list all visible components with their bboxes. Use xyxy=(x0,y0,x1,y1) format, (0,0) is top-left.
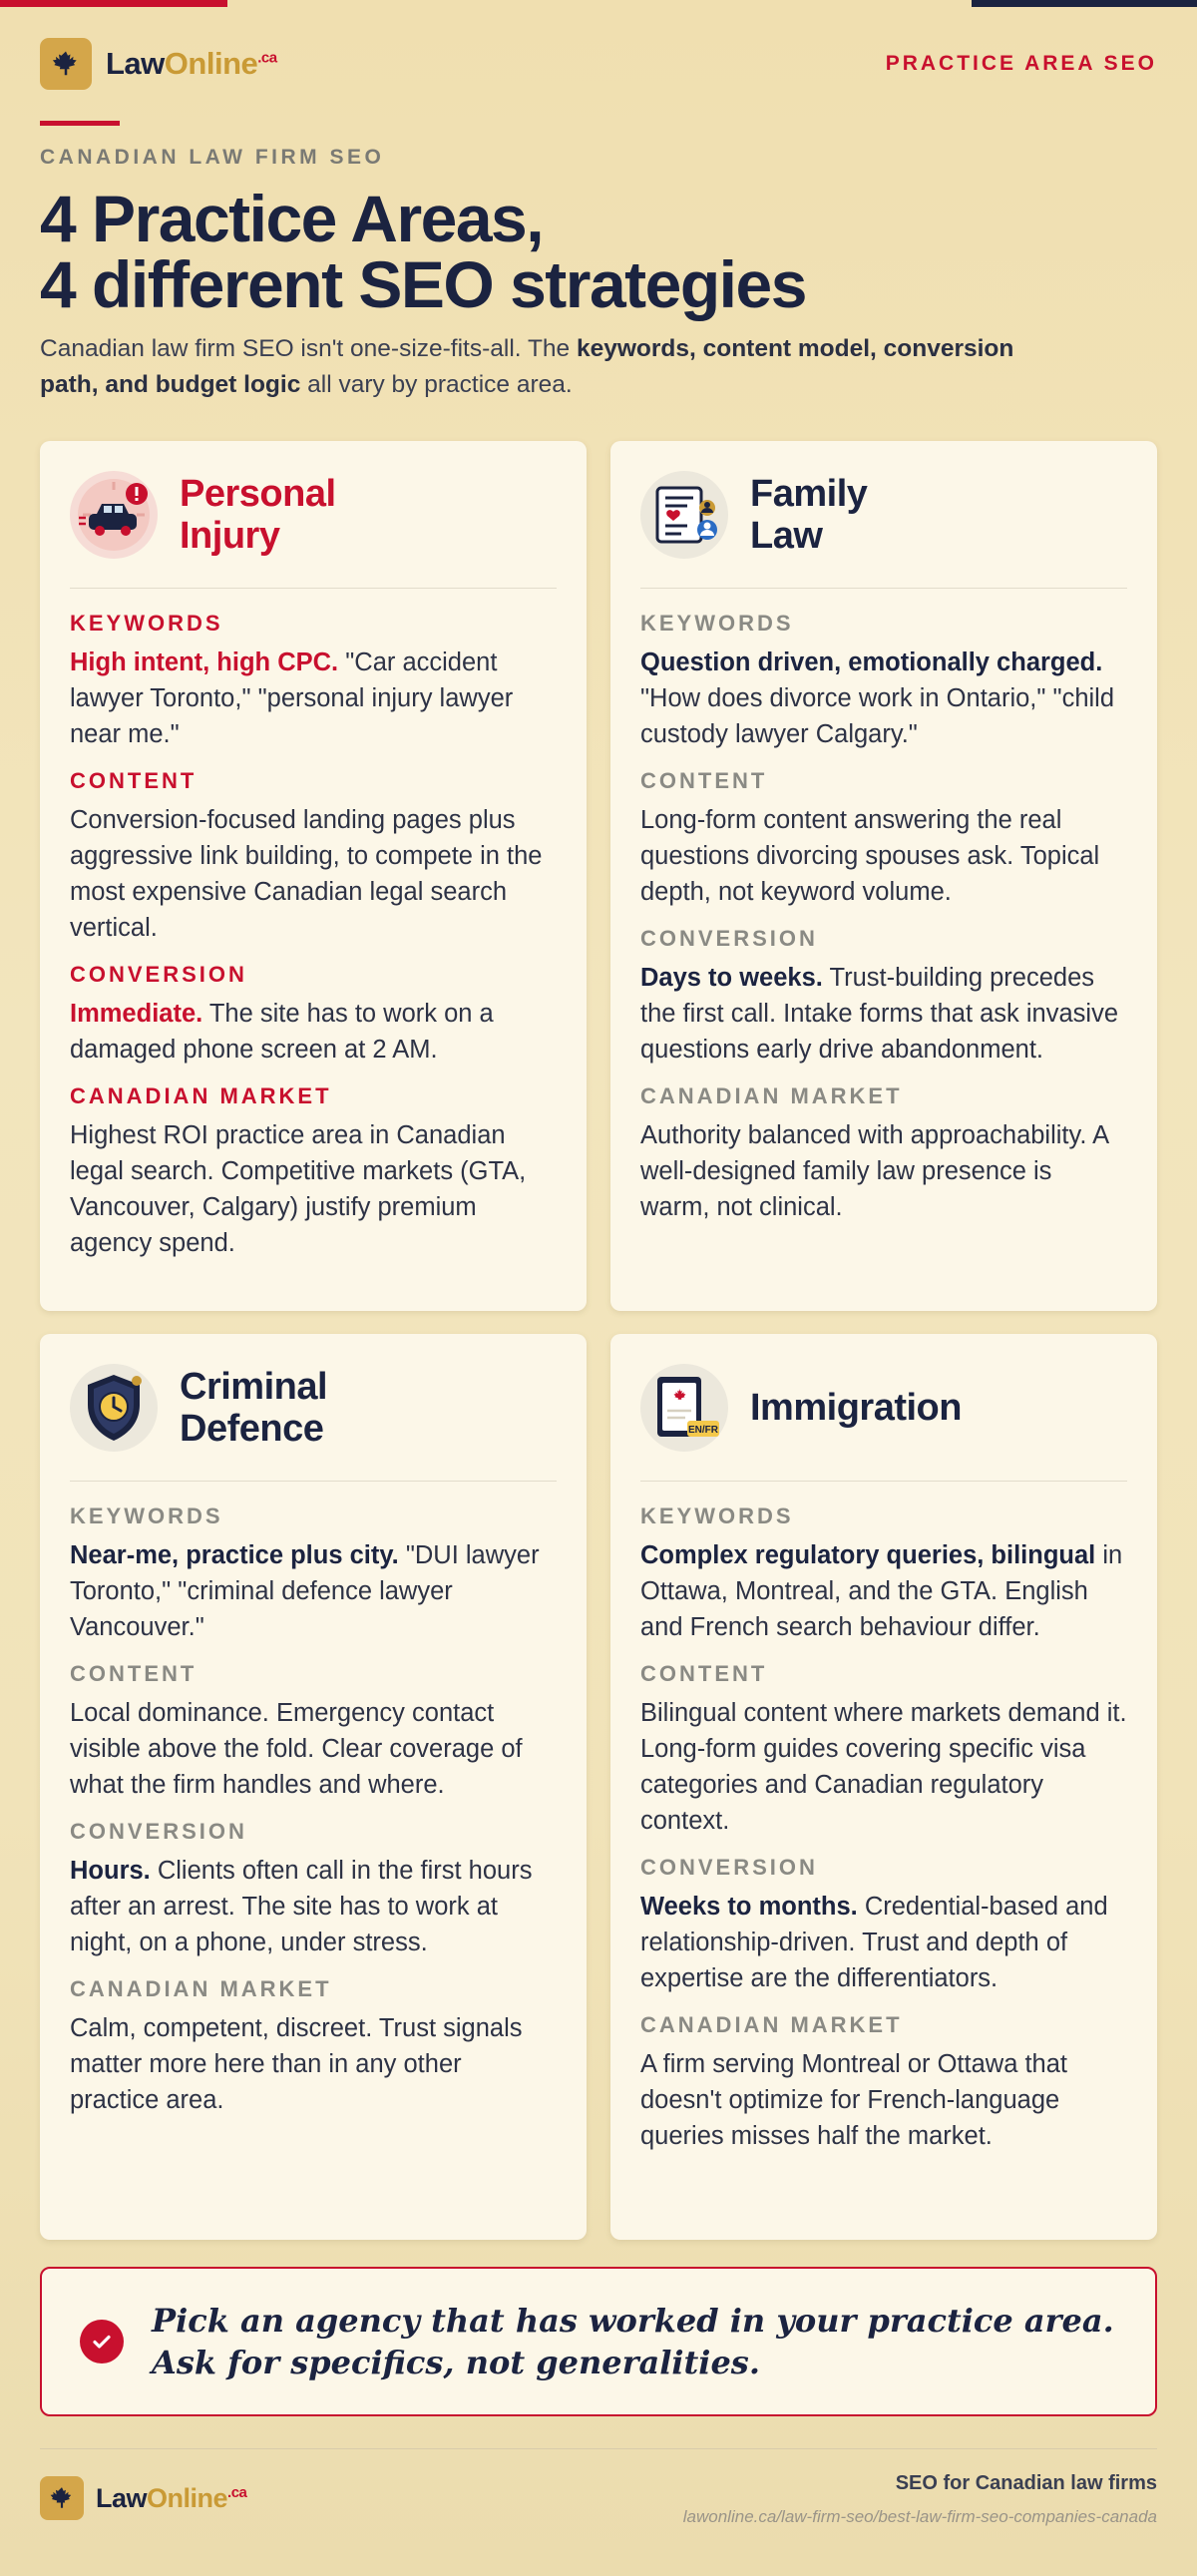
section-label-content: CONTENT xyxy=(640,1661,768,1686)
section-label-content: CONTENT xyxy=(70,768,198,793)
section-text-keywords: Complex regulatory queries, bilingual in Ottawa, Montreal, and the GTA. English and French search behaviour differ. xyxy=(640,1541,1123,1641)
section-text-content: Conversion-focused landing pages plus aggressive link building, to compete in the most expensive Canadian legal search vertical. xyxy=(70,806,543,942)
section-label-keywords: KEYWORDS xyxy=(640,1503,794,1528)
section-label-keywords: KEYWORDS xyxy=(70,1503,223,1528)
page-title: 4 Practice Areas, 4 different SEO strategies xyxy=(40,182,806,321)
section-label-content: CONTENT xyxy=(640,768,768,793)
card-title: Personal Injury xyxy=(180,472,336,557)
section-text-conversion: Hours. Clients often call in the first hours after an arrest. The site has to work at night, on a phone, under stress. xyxy=(70,1857,533,1956)
section-label-content: CONTENT xyxy=(70,1661,198,1686)
footer-url-link[interactable]: lawonline.ca/law-firm-seo/best-law-firm-seo-companies-canada xyxy=(682,2507,1157,2526)
section-label-keywords: KEYWORDS xyxy=(70,611,223,636)
header-tag: PRACTICE AREA SEO xyxy=(885,52,1157,75)
section-label-market: CANADIAN MARKET xyxy=(640,1083,903,1108)
section-text-keywords: Question driven, emotionally charged. "How does divorce work in Ontario," "child custody lawyer Calgary." xyxy=(640,648,1115,748)
section-text-conversion: Weeks to months. Credential-based and relationship-driven. Trust and depth of expertise are the differentiators. xyxy=(640,1893,1108,1992)
callout-box xyxy=(40,2267,1157,2416)
eyebrow: CANADIAN LAW FIRM SEO xyxy=(40,146,385,169)
card-criminal-defence xyxy=(40,1334,587,2240)
footer-divider xyxy=(40,2448,1157,2449)
card-family-law xyxy=(610,441,1157,1311)
section-text-market: Authority balanced with approachability. A well-designed family law presence is warm, not clinical. xyxy=(640,1121,1108,1221)
section-text-content: Long-form content answering the real questions divorcing spouses ask. Topical depth, not keyword volume. xyxy=(640,806,1100,906)
bilingual-document-icon xyxy=(640,1364,728,1452)
section-text-conversion: Immediate. The site has to work on a damaged phone screen at 2 AM. xyxy=(70,1000,494,1064)
svg-text:EN/FR: EN/FR xyxy=(688,1424,718,1436)
top-accent-bar-red xyxy=(0,0,227,7)
section-text-market: Calm, competent, discreet. Trust signals matter more here than in any other practice area. xyxy=(70,2014,523,2114)
shield-clock-icon xyxy=(70,1364,158,1452)
card-title: Criminal Defence xyxy=(180,1365,328,1450)
brand-wordmark: LawOnline$^{.ca}$ xyxy=(106,46,277,81)
card-personal-injury xyxy=(40,441,587,1311)
footer-tagline: SEO for Canadian law firms xyxy=(895,2472,1157,2494)
section-label-conversion: CONVERSION xyxy=(70,1819,247,1844)
top-accent-bar-navy xyxy=(972,0,1197,7)
footer-brand-wordmark: LawOnline$^{.ca}$ xyxy=(96,2482,247,2513)
callout-text: Pick an agency that has worked in your practice area. Ask for specifics, not generalities. xyxy=(152,2302,1114,2381)
footer-info xyxy=(683,2472,1157,2527)
section-text-conversion: Days to weeks. Trust-building precedes the first call. Intake forms that ask invasive questions early drive abandonment. xyxy=(640,964,1119,1064)
section-text-content: Bilingual content where markets demand it. Long-form guides covering specific visa categories and Canadian regulatory context. xyxy=(640,1699,1127,1835)
section-text-keywords: High intent, high CPC. "Car accident lawyer Toronto," "personal injury lawyer near me." xyxy=(70,648,514,748)
car-accident-icon xyxy=(70,471,158,559)
maple-leaf-icon xyxy=(40,38,92,90)
section-text-keywords: Near-me, practice plus city. "DUI lawyer Toronto," "criminal defence lawyer Vancouver." xyxy=(70,1541,540,1641)
footer-brand-logo[interactable] xyxy=(40,2476,246,2520)
section-label-market: CANADIAN MARKET xyxy=(70,1083,332,1108)
check-circle-icon xyxy=(80,2320,124,2363)
family-document-icon xyxy=(640,471,728,559)
header xyxy=(40,38,1157,90)
section-text-market: A firm serving Montreal or Ottawa that doesn't optimize for French-language queries misses half the market. xyxy=(640,2050,1067,2150)
card-title: Family Law xyxy=(750,472,868,557)
section-label-market: CANADIAN MARKET xyxy=(70,1976,332,2001)
section-label-market: CANADIAN MARKET xyxy=(640,2012,903,2037)
card-title: Immigration xyxy=(750,1386,962,1429)
card-immigration xyxy=(610,1334,1157,2240)
section-label-conversion: CONVERSION xyxy=(70,962,247,987)
page-subtitle: Canadian law firm SEO isn't one-size-fits-all. The keywords, content model, conversion path, and budget logic all vary by practice area. xyxy=(40,335,1014,398)
brand-logo[interactable] xyxy=(40,38,277,90)
section-label-conversion: CONVERSION xyxy=(640,1855,818,1880)
accent-line xyxy=(40,121,120,126)
section-label-conversion: CONVERSION xyxy=(640,926,818,951)
section-label-keywords: KEYWORDS xyxy=(640,611,794,636)
section-text-content: Local dominance. Emergency contact visible above the fold. Clear coverage of what the firm handles and where. xyxy=(70,1699,523,1799)
section-text-market: Highest ROI practice area in Canadian legal search. Competitive markets (GTA, Vancouver, Calgary) justify premium agency spend. xyxy=(70,1121,527,1257)
maple-leaf-icon xyxy=(40,2476,84,2520)
